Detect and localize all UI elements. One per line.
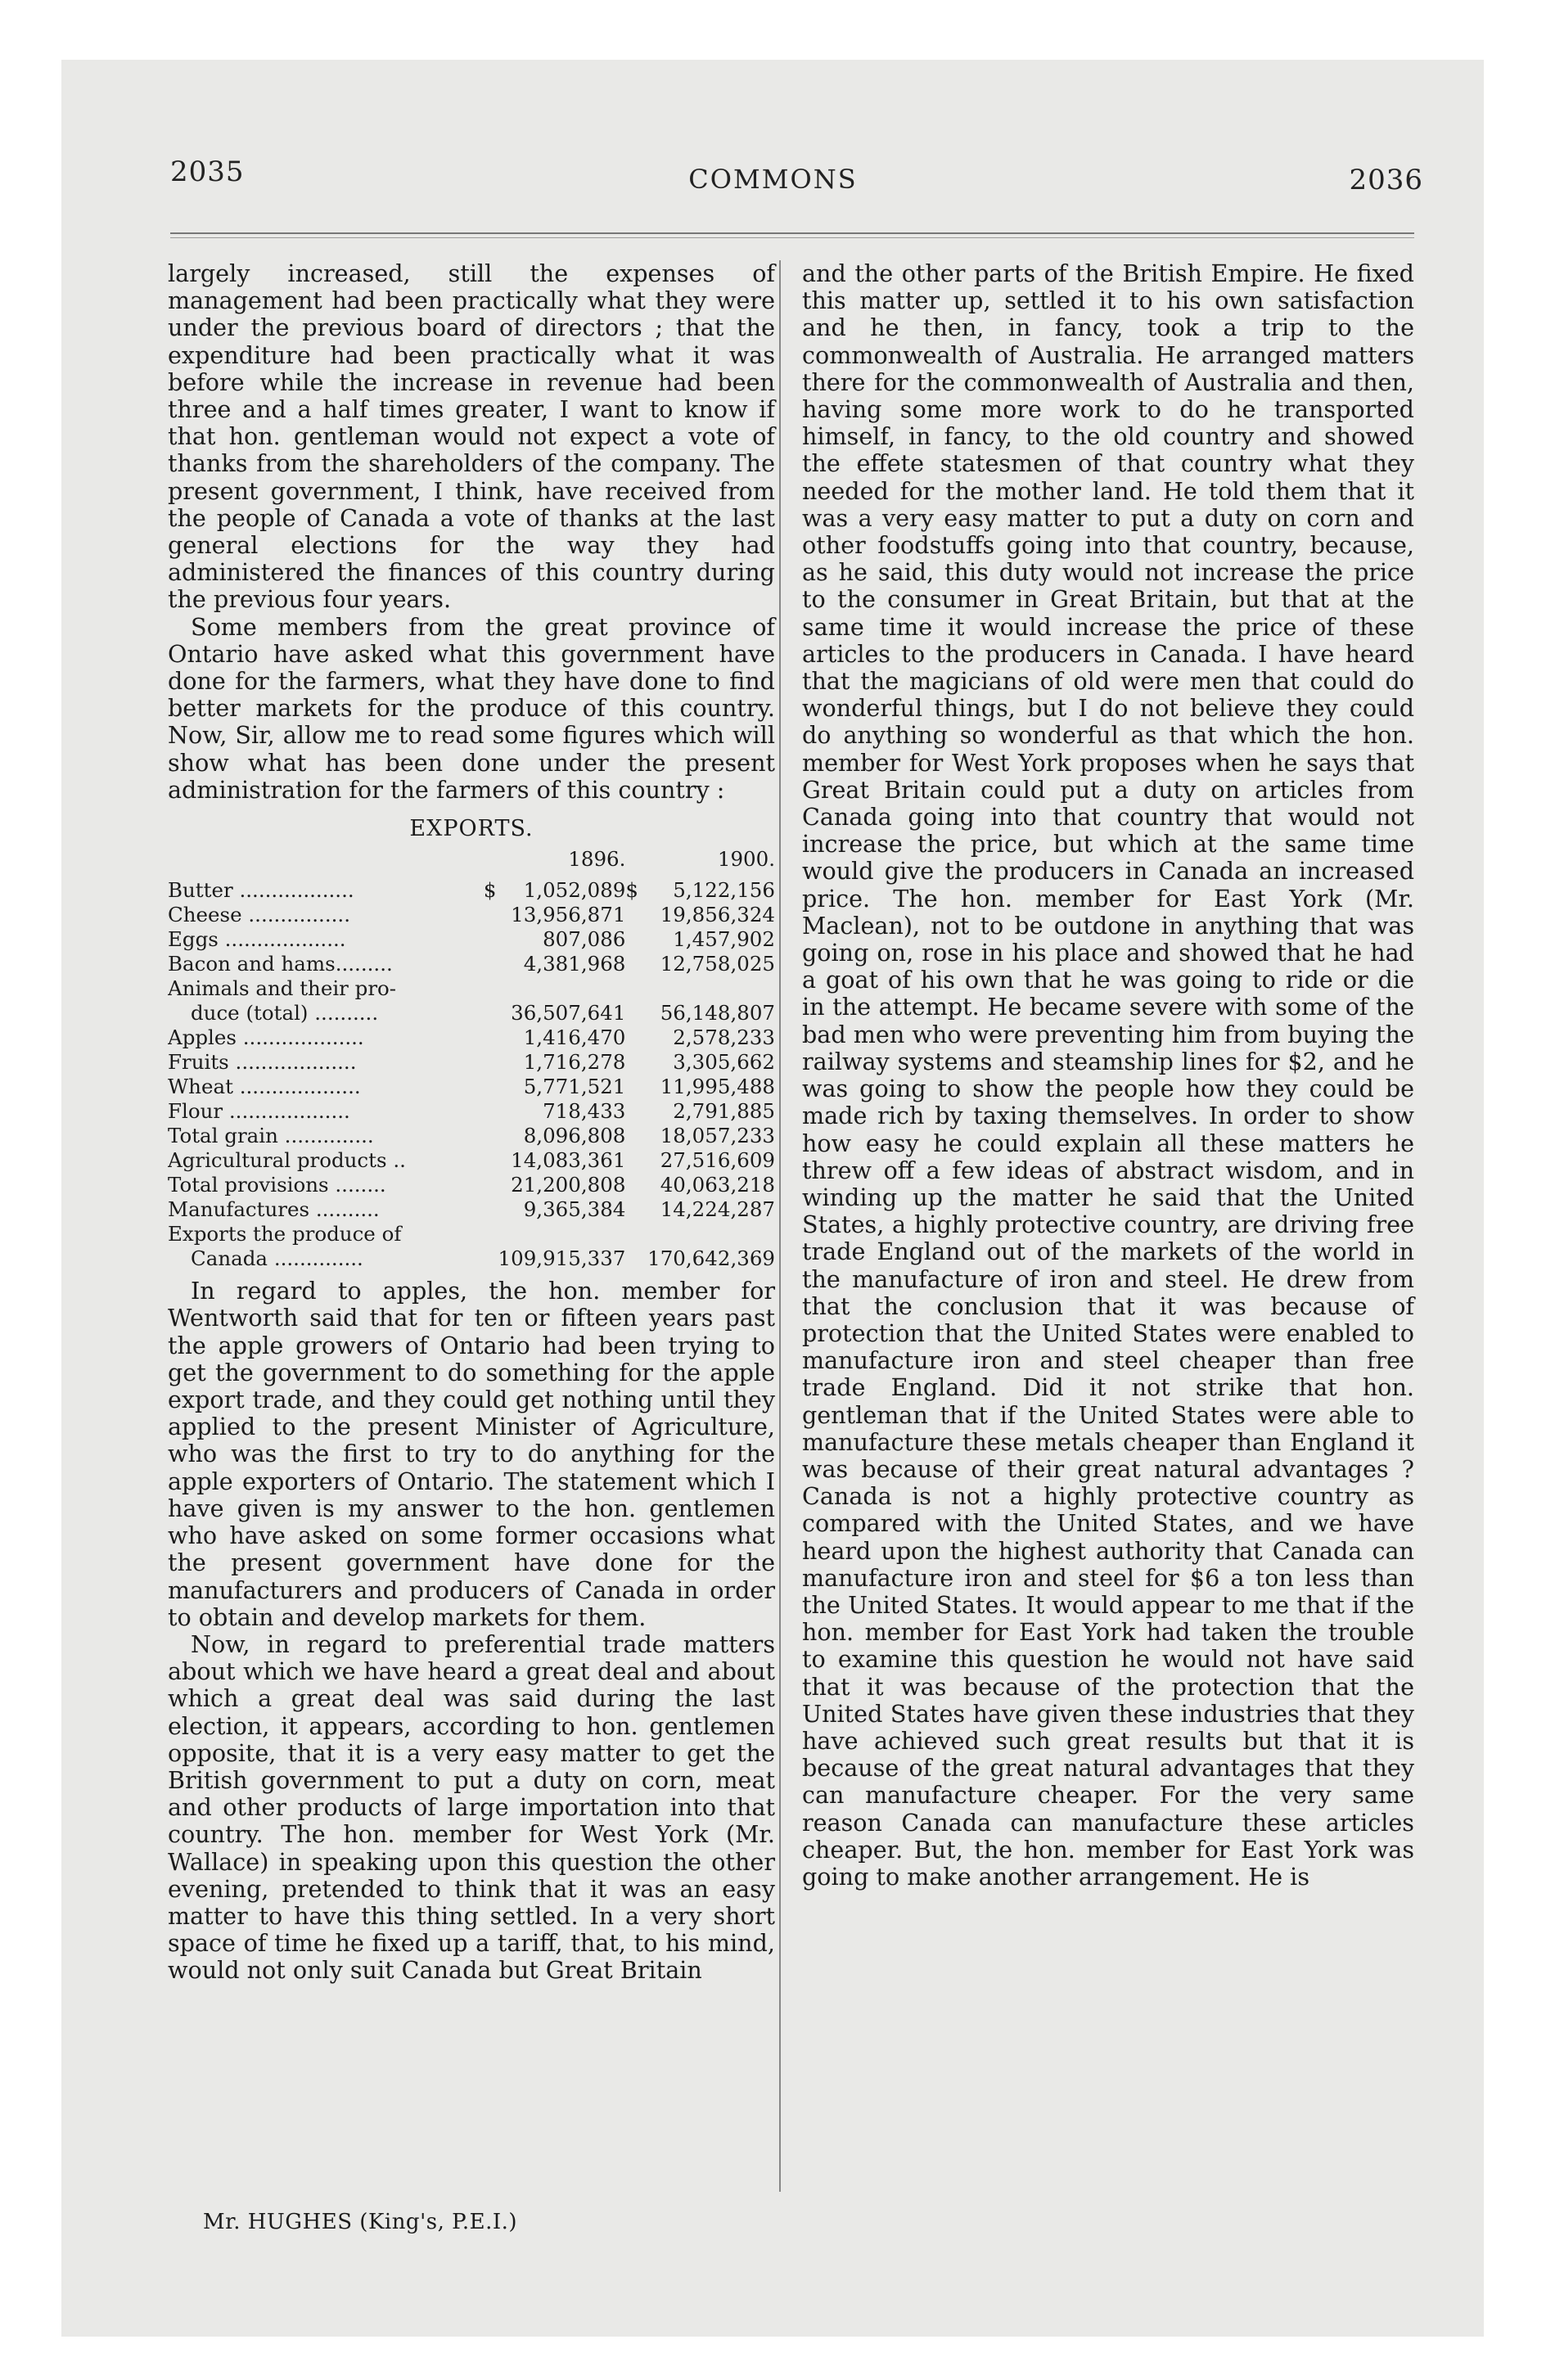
table-row (168, 1075, 775, 1099)
left-paragraph-4: Now, in regard to preferential trade matters about which we have heard a great deal and about which a great deal was said during the last election, it appears, according to hon. gentlemen opposite, that it is a very easy matter to get the British government to put a duty on corn, meat and other products of large importation into that country. The hon. member for West York (Mr. Wallace) in speaking upon this question the other evening, pretended to think that it was an easy matter to have this thing settled. In a very short space of time he fixed up a tariff, that, to his mind, would not only suit Canada but Great Britain (168, 1629, 775, 1985)
export-item-text: Flour ................... (168, 1099, 350, 1124)
value-1896: 109,915,337 (498, 1246, 626, 1271)
value-1900: 2,791,885 (673, 1099, 775, 1124)
exports-table-body (168, 878, 775, 1271)
dollar-sign-1896 (484, 952, 498, 976)
dollar-sign-1900 (625, 1222, 642, 1271)
export-item-label (168, 1075, 484, 1099)
table-row (168, 1197, 775, 1222)
page-number-left: 2035 (170, 156, 245, 188)
export-item-label (168, 1124, 484, 1148)
dollar-sign-1896 (484, 927, 498, 952)
column-divider (779, 260, 781, 2192)
value-1896: 36,507,641 (511, 1001, 626, 1025)
table-row (168, 1148, 775, 1173)
right-column (802, 260, 1414, 1891)
dollar-sign-1900 (625, 1173, 642, 1197)
value-1896: 1,716,278 (523, 1050, 626, 1075)
table-row (168, 878, 775, 903)
table-row (168, 1222, 775, 1271)
export-item-text: Butter .................. (168, 878, 354, 903)
value-1896: 9,365,384 (523, 1197, 626, 1222)
value-1900: 2,578,233 (673, 1025, 775, 1050)
value-1900: 19,856,324 (660, 903, 775, 927)
export-item-text: Fruits ................... (168, 1050, 357, 1075)
value-1900: 5,122,156 (673, 878, 775, 903)
page-number-right: 2036 (1349, 164, 1423, 196)
value-1896: 14,083,361 (511, 1148, 626, 1173)
value-1900: 14,224,287 (660, 1197, 775, 1222)
table-row (168, 903, 775, 927)
value-1900: 1,457,902 (673, 927, 775, 952)
export-item-text: Animals and their pro- (168, 976, 397, 1001)
dollar-sign-1896: $ (483, 878, 497, 903)
export-item-label (168, 1050, 484, 1075)
dollar-sign-1896 (484, 1099, 498, 1124)
left-paragraph-2: Some members from the great province of Ontario have asked what this government have done for the farmers, what they have done to find better markets for the produce of this country. Now, Sir, allow me to read some figures which will show what has been done under the present administration for the farmers of this country : (168, 612, 775, 804)
table-row (168, 927, 775, 952)
left-column (168, 260, 775, 1985)
export-item-text-cont: duce (total) .......... (191, 1001, 379, 1025)
export-item-text: Wheat ................... (168, 1075, 361, 1099)
dollar-sign-1900 (625, 903, 642, 927)
value-1900: 3,305,662 (673, 1050, 775, 1075)
value-1896: 13,956,871 (511, 903, 626, 927)
table-row (168, 1025, 775, 1050)
page-title: COMMONS (688, 164, 858, 195)
value-1900: 11,995,488 (660, 1075, 775, 1099)
header-rule (170, 232, 1414, 234)
export-item-text: Apples ................... (168, 1025, 364, 1050)
right-paragraph-1: and the other parts of the British Empire. He fixed this matter up, settled it to his own satisfaction and he then, in fancy, took a trip to the commonwealth of Australia. He arranged matters there for the commonwealth of Australia and then, having some more work to do he transported himself, in fancy, to the old country and showed the effete statesmen of that country what they needed for the mother land. He told them that it was a very easy matter to put a duty on corn and other foodstuffs going into that country, because, as he said, this duty would not increase the price to the consumer in Great Britain, but that at the same time it would increase the price of these articles to the producers in Canada. I have heard that the magicians of old were men that could do wonderful things, but I do not believe they could do anything so wonderful as that which the hon. member for West York proposes when he says that Great Britain could put a duty on articles from Canada going into that country that would not increase the price, but which at the same time would give the producers in Canada an increased price. The hon. member for East York (Mr. Maclean), not to be outdone in anything that was going on, rose in his place and showed that he had a goat of his own that he was going to ride or die in the attempt. He became severe with some of the bad men who were preventing him from buying the railway systems and steamship lines for $2, and he was going to show the people how they could be made rich by taxing themselves. In order to show how easy he could explain all these matters he threw off a few ideas of abstract wisdom, and in winding up the matter he said that the United States, a highly protective country, are driving free trade England out of the markets of the world in the manufacture of iron and steel. He drew from that the conclusion that it was because of protection that the United States were enabled to manufacture iron and steel cheaper than free trade England. Did it not strike that hon. gentleman that if the United States were able to manufacture these metals cheaper than England it was because of their great natural advantages ? Canada is not a highly protective country as compared with the United States, and we have heard upon the highest authority that Canada can manufacture iron and steel for $6 a ton less than the United States. It would appear to me that if the hon. member for East York had taken the trouble to examine this question he would not have said that it was because of the protection that the United States have given these industries that they have achieved such great results but that it is because of the great natural advantages that they can manufacture cheaper. For the very same reason Canada can manufacture these articles cheaper. But, the hon. member for East York was going to make another arrangement. He is (802, 259, 1414, 1891)
header-1896: 1896. (568, 847, 626, 872)
value-1900: 18,057,233 (660, 1124, 775, 1148)
exports-table (168, 847, 775, 1271)
export-item-text: Exports the produce of (168, 1222, 402, 1246)
table-row (168, 1050, 775, 1075)
export-item-label (168, 1025, 484, 1050)
value-1896: 8,096,808 (523, 1124, 626, 1148)
export-item-text: Total grain .............. (168, 1124, 374, 1148)
export-item-text: Agricultural products .. (168, 1148, 406, 1173)
table-row (168, 1173, 775, 1197)
dollar-sign-1896 (484, 1173, 498, 1197)
value-1896: 4,381,968 (523, 952, 626, 976)
value-1896: 807,086 (543, 927, 626, 952)
dollar-sign-1896 (484, 1148, 498, 1173)
dollar-sign-1900 (625, 1025, 642, 1050)
export-item-text: Cheese ................ (168, 903, 350, 927)
table-row (168, 976, 775, 1025)
dollar-sign-1896 (484, 1025, 498, 1050)
dollar-sign-1896 (484, 1075, 498, 1099)
dollar-sign-1900 (625, 1124, 642, 1148)
export-item-label (168, 903, 484, 927)
value-1900: 12,758,025 (660, 952, 775, 976)
export-item-text: Eggs ................... (168, 927, 346, 952)
value-1900: 56,148,807 (660, 1001, 775, 1025)
dollar-sign-1900 (625, 1148, 642, 1173)
value-1896: 718,433 (543, 1099, 626, 1124)
export-item-label (168, 1197, 484, 1222)
left-paragraph-3: In regard to apples, the hon. member for Wentworth said that for ten or fifteen years past the apple growers of Ontario had been trying to get the government to do something for the apple export trade, and they could get nothing until they applied to the present Minister of Agriculture, who was the first to try to do anything for the apple exporters of Ontario. The statement which I have given is my answer to the hon. gentlemen who have asked on some former occasions what the present government have done for the manufacturers and producers of Canada in order to obtain and develop markets for them. (168, 1277, 775, 1631)
value-1896: 1,416,470 (523, 1025, 626, 1050)
dollar-sign-1896 (484, 976, 498, 1025)
dollar-sign-1900 (625, 1050, 642, 1075)
export-item-label (168, 1173, 484, 1197)
export-item-text: Manufactures .......... (168, 1197, 380, 1222)
value-1900: 27,516,609 (660, 1148, 775, 1173)
dollar-sign-1896 (484, 1197, 498, 1222)
dollar-sign-1900 (625, 952, 642, 976)
value-1896: 1,052,089 (523, 878, 626, 903)
export-item-label (168, 927, 484, 952)
header-rule-thin (170, 237, 1414, 238)
header-1900: 1900. (717, 847, 775, 872)
value-1900: 40,063,218 (660, 1173, 775, 1197)
export-item-label (168, 878, 484, 903)
dollar-sign-1896 (484, 1124, 498, 1148)
export-item-label (168, 1222, 484, 1271)
export-item-text: Total provisions ........ (168, 1173, 386, 1197)
value-1896: 21,200,808 (511, 1173, 626, 1197)
export-item-label (168, 1148, 484, 1173)
exports-table-title: EXPORTS. (409, 816, 534, 842)
dollar-sign-1896 (484, 1222, 498, 1271)
value-1896: 5,771,521 (523, 1075, 626, 1099)
dollar-sign-1896 (484, 903, 498, 927)
exports-table-header (168, 847, 775, 878)
dollar-sign-1900 (625, 927, 642, 952)
dollar-sign-1896 (484, 1050, 498, 1075)
dollar-sign-1900: $ (625, 878, 638, 903)
table-row (168, 1124, 775, 1148)
dollar-sign-1900 (625, 1099, 642, 1124)
export-item-label (168, 976, 484, 1025)
export-item-text-cont: Canada .............. (191, 1246, 363, 1271)
export-item-label (168, 1099, 484, 1124)
dollar-sign-1900 (625, 1075, 642, 1099)
dollar-sign-1900 (625, 976, 642, 1025)
export-item-text: Bacon and hams......... (168, 952, 393, 976)
table-row (168, 1099, 775, 1124)
value-1900: 170,642,369 (647, 1246, 775, 1271)
speaker-footer: Mr. HUGHES (King's, P.E.I.) (203, 2210, 518, 2234)
table-row (168, 952, 775, 976)
left-paragraph-1: largely increased, still the expenses of management had been practically what they were under the previous board of directors ; that the expenditure had been practically what it was before while the increase in revenue had been three and a half times greater, I want to know if that hon. gentleman would not expect a vote of thanks from the shareholders of the company. The present government, I think, have received from the people of Canada a vote of thanks at the last general elections for the way they had administered the finances of this country during the previous four years. (168, 259, 775, 614)
dollar-sign-1900 (625, 1197, 642, 1222)
export-item-label (168, 952, 484, 976)
